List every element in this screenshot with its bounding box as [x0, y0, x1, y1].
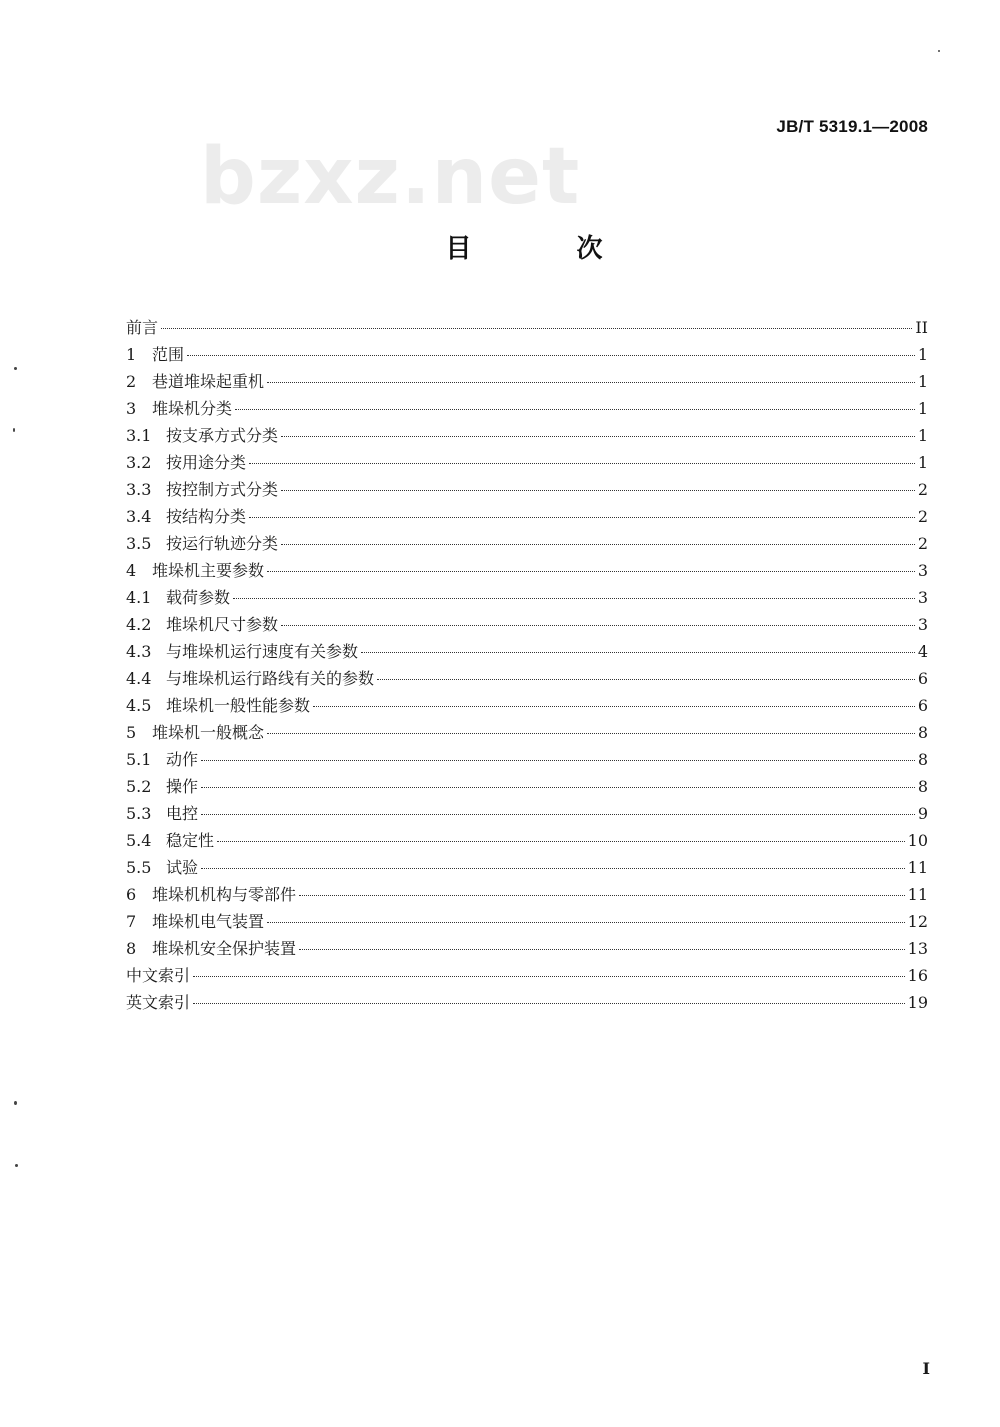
toc-dot-leader [217, 841, 905, 842]
toc-entry[interactable] [126, 665, 928, 692]
toc-entry-page: 8 [917, 723, 928, 742]
toc-entry-page: 10 [907, 831, 928, 850]
toc-entry-page: 3 [917, 561, 928, 580]
toc-dot-leader [299, 895, 905, 896]
toc-entry[interactable] [126, 962, 928, 989]
toc-entry-label: 堆垛机电气装置 [152, 912, 265, 931]
toc-entry-number: 8 [126, 939, 137, 958]
toc-entry-page: 2 [917, 507, 928, 526]
toc-entry-page: 8 [917, 750, 928, 769]
toc-dot-leader [235, 409, 915, 410]
toc-entry-page: 11 [907, 885, 928, 904]
toc-entry-label: 电控 [166, 804, 199, 823]
toc-entry-number: 1 [126, 345, 137, 364]
toc-entry-number: 3.5 [126, 534, 152, 553]
toc-entry[interactable] [126, 395, 928, 422]
toc-entry[interactable] [126, 449, 928, 476]
toc-title: 目 次 [445, 234, 651, 264]
toc-entry[interactable] [126, 692, 928, 719]
toc-entry-label: 中文索引 [126, 966, 191, 985]
toc-entry-number: 4.5 [126, 696, 152, 715]
toc-dot-leader [281, 544, 915, 545]
toc-entry-page: 9 [917, 804, 928, 823]
toc-entry-page: 3 [917, 588, 928, 607]
toc-entry-page: 19 [907, 993, 928, 1012]
toc-dot-leader [281, 625, 915, 626]
toc-entry-number: 5.3 [126, 804, 152, 823]
toc-entry[interactable] [126, 368, 928, 395]
toc-entry-label: 按用途分类 [166, 453, 247, 472]
toc-dot-leader [201, 760, 915, 761]
toc-dot-leader [193, 1003, 905, 1004]
toc-entry-number: 4.3 [126, 642, 152, 661]
toc-entry-label: 堆垛机尺寸参数 [166, 615, 279, 634]
toc-entry[interactable] [126, 854, 928, 881]
toc-dot-leader [249, 463, 915, 464]
toc-dot-leader [201, 787, 915, 788]
scan-speck [938, 50, 940, 52]
toc-entry[interactable] [126, 611, 928, 638]
toc-dot-leader [267, 922, 905, 923]
toc-entry-label: 与堆垛机运行路线有关的参数 [166, 669, 375, 688]
standard-code: JB/T 5319.1—2008 [776, 117, 928, 136]
toc-entry-number: 3.1 [126, 426, 152, 445]
toc-entry-number: 3.4 [126, 507, 152, 526]
toc-dot-leader [267, 733, 915, 734]
scan-speck [13, 428, 15, 432]
toc-entry[interactable] [126, 989, 928, 1016]
toc-list [126, 314, 928, 1016]
toc-entry[interactable] [126, 746, 928, 773]
toc-entry-page: 13 [907, 939, 928, 958]
toc-entry[interactable] [126, 557, 928, 584]
scan-speck [14, 367, 17, 370]
toc-dot-leader [201, 868, 905, 869]
toc-entry-number: 7 [126, 912, 137, 931]
toc-entry-page: 8 [917, 777, 928, 796]
toc-entry-number: 5 [126, 723, 137, 742]
toc-entry[interactable] [126, 773, 928, 800]
toc-entry-number: 3 [126, 399, 137, 418]
toc-entry-page: 4 [917, 642, 928, 661]
toc-entry-label: 按运行轨迹分类 [166, 534, 279, 553]
toc-entry[interactable] [126, 800, 928, 827]
toc-entry-page: 1 [917, 426, 928, 445]
toc-dot-leader [281, 490, 915, 491]
toc-entry-page: 1 [917, 345, 928, 364]
toc-entry-label: 堆垛机分类 [152, 399, 233, 418]
toc-entry-label: 按控制方式分类 [166, 480, 279, 499]
toc-entry-page: 3 [917, 615, 928, 634]
scan-speck [14, 1101, 17, 1105]
toc-entry[interactable] [126, 422, 928, 449]
toc-entry-label: 动作 [166, 750, 199, 769]
toc-entry-label: 前言 [126, 318, 159, 337]
toc-dot-leader [267, 571, 915, 572]
toc-entry[interactable] [126, 314, 928, 341]
toc-entry-label: 试验 [166, 858, 199, 877]
toc-entry-page: II [915, 318, 928, 337]
toc-dot-leader [233, 598, 915, 599]
toc-entry-number: 3.3 [126, 480, 152, 499]
toc-entry-label: 巷道堆垛起重机 [152, 372, 265, 391]
toc-entry-label: 范围 [152, 345, 185, 364]
toc-entry-label: 英文索引 [126, 993, 191, 1012]
toc-dot-leader [201, 814, 915, 815]
toc-entry[interactable] [126, 908, 928, 935]
toc-entry-page: 1 [917, 372, 928, 391]
toc-dot-leader [361, 652, 915, 653]
toc-entry-label: 与堆垛机运行速度有关参数 [166, 642, 359, 661]
toc-entry-number: 4.1 [126, 588, 152, 607]
toc-dot-leader [281, 436, 915, 437]
toc-entry-label: 堆垛机安全保护装置 [152, 939, 297, 958]
watermark: bzxz.net [200, 132, 581, 222]
toc-entry-number: 3.2 [126, 453, 152, 472]
toc-dot-leader [161, 328, 912, 329]
toc-entry-number: 5.4 [126, 831, 152, 850]
toc-entry-page: 12 [907, 912, 928, 931]
page-number: I [922, 1359, 930, 1378]
toc-entry-number: 4.4 [126, 669, 152, 688]
toc-entry[interactable] [126, 476, 928, 503]
toc-entry-number: 2 [126, 372, 137, 391]
toc-dot-leader [193, 976, 905, 977]
toc-entry-page: 2 [917, 534, 928, 553]
scan-speck [15, 1164, 18, 1167]
toc-entry-page: 1 [917, 453, 928, 472]
toc-entry-label: 操作 [166, 777, 199, 796]
toc-dot-leader [313, 706, 915, 707]
toc-entry[interactable] [126, 530, 928, 557]
toc-entry-number: 5.5 [126, 858, 152, 877]
toc-entry-label: 堆垛机一般性能参数 [166, 696, 311, 715]
toc-entry-label: 按支承方式分类 [166, 426, 279, 445]
toc-entry-page: 1 [917, 399, 928, 418]
toc-entry-number: 6 [126, 885, 137, 904]
toc-entry-label: 稳定性 [166, 831, 215, 850]
toc-entry-label: 堆垛机机构与零部件 [152, 885, 297, 904]
toc-dot-leader [249, 517, 915, 518]
toc-dot-leader [187, 355, 915, 356]
toc-entry[interactable] [126, 881, 928, 908]
toc-entry-label: 载荷参数 [166, 588, 231, 607]
toc-entry[interactable] [126, 584, 928, 611]
toc-entry[interactable] [126, 341, 928, 368]
toc-dot-leader [299, 949, 905, 950]
toc-entry-page: 6 [917, 696, 928, 715]
toc-dot-leader [377, 679, 915, 680]
toc-entry-number: 4.2 [126, 615, 152, 634]
toc-entry-label: 按结构分类 [166, 507, 247, 526]
toc-entry-label: 堆垛机一般概念 [152, 723, 265, 742]
toc-entry[interactable] [126, 638, 928, 665]
toc-entry[interactable] [126, 827, 928, 854]
toc-entry-number: 4 [126, 561, 137, 580]
toc-entry-page: 6 [917, 669, 928, 688]
toc-entry[interactable] [126, 719, 928, 746]
toc-entry-page: 16 [907, 966, 928, 985]
toc-dot-leader [267, 382, 915, 383]
toc-entry-number: 5.1 [126, 750, 152, 769]
toc-entry-page: 11 [907, 858, 928, 877]
toc-entry[interactable] [126, 935, 928, 962]
toc-entry-number: 5.2 [126, 777, 152, 796]
toc-entry[interactable] [126, 503, 928, 530]
toc-entry-page: 2 [917, 480, 928, 499]
toc-entry-label: 堆垛机主要参数 [152, 561, 265, 580]
